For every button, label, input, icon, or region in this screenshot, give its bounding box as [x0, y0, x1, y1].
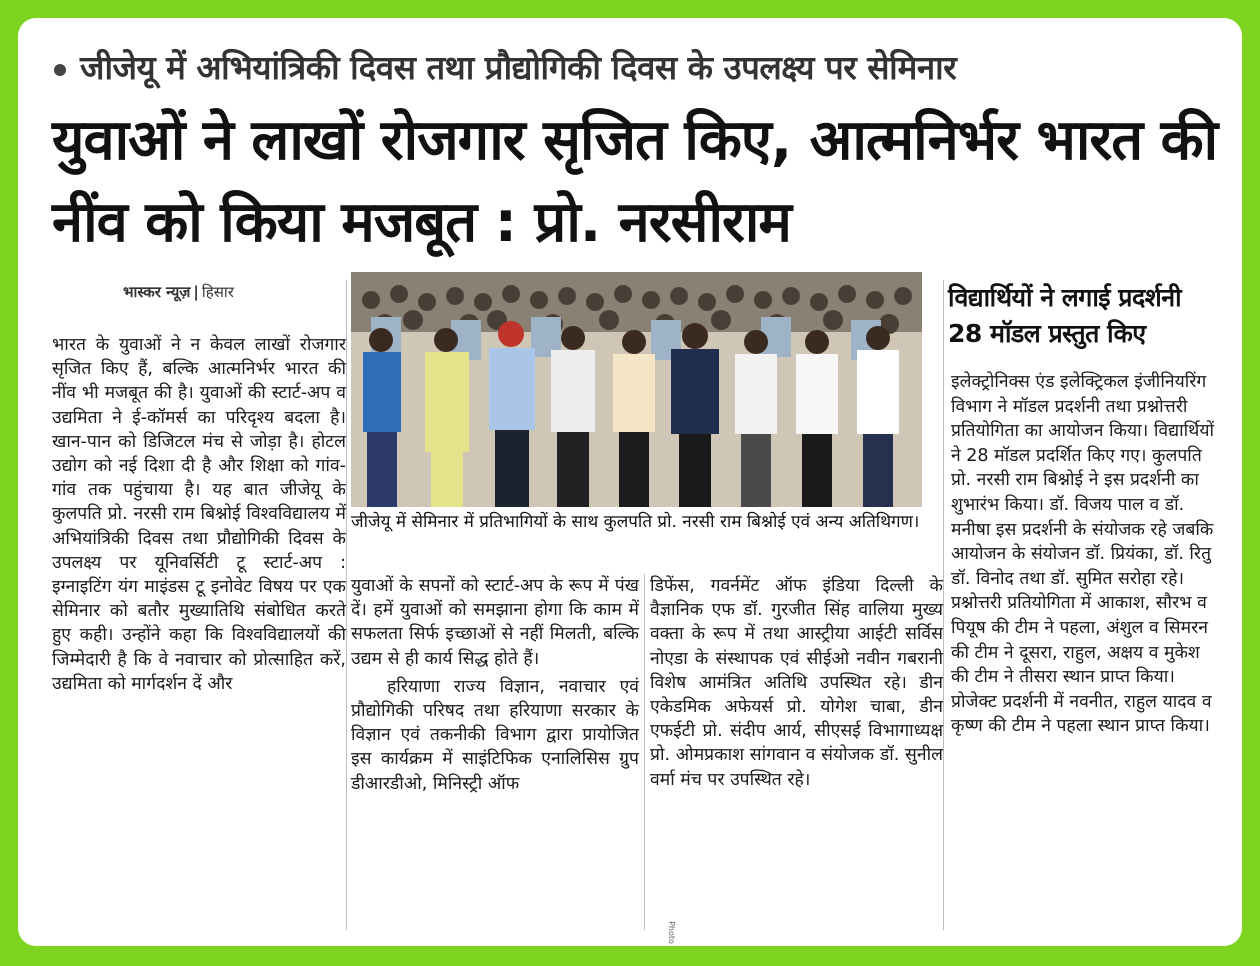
watermark: Photo	[666, 921, 676, 944]
column-2-paragraph-1: युवाओं के सपनों को स्टार्ट-अप के रूप में पंख दें। हमें युवाओं को समझाना होगा कि काम में सफलता सिर्फ इच्छाओं से नहीं मिलती, बल्कि उद्यम से ही कार्य सिद्ध होते हैं।	[351, 576, 639, 669]
byline-city: हिसार	[201, 283, 234, 301]
byline-source: भास्कर न्यूज़	[123, 283, 191, 301]
newspaper-clipping	[18, 18, 1242, 946]
bullet-dot-icon	[54, 64, 66, 76]
sidebar-column: इलेक्ट्रोनिक्स एंड इलेक्ट्रिकल इंजीनियरिंग विभाग ने मॉडल प्रदर्शनी तथा प्रश्नोत्तरी प्रतियोगिता का आयोजन किया। विद्यार्थियों ने 28 मॉडल प्रदर्शित किए गए। कुलपति प्रो. नरसी राम बिश्नोई ने इस प्रदर्शनी का शुभारंभ किया। डॉ. विजय पाल व डॉ. मनीषा इस प्रदर्शनी के संयोजक रहे जबकि आयोजन के संयोजन डॉ. प्रियंका, डॉ. रितु डॉ. विनोद तथा डॉ. सुमित सरोहा रहे। प्रश्नोत्तरी प्रतियोगिता में आकाश, सौरभ व पियूष की टीम ने पहला, अंशुल व सिमरन की टीम ने दूसरा, राहुल, अक्षय व मुकेश की टीम ने तीसरा स्थान प्राप्त किया। प्रोजेक्ट प्रदर्शनी में नवनीत, राहुल यादव व कृष्ण की टीम ने पहला स्थान प्राप्त किया।	[951, 372, 1215, 737]
article-column-1: भारत के युवाओं ने न केवल लाखों रोजगार सृजित किए हैं, बल्कि आत्मनिर्भर भारत की नींव भी मजबूत की है। युवाओं की स्टार्ट-अप व उद्यमिता ने ई-कॉमर्स का परिदृश्य बदला है। खान-पान को डिजिटल मंच से जोड़ा है। होटल उद्योग को नई दिशा दी है और शिक्षा को गांव-गांव तक पहुंचाया है। यह बात जीजेयू के कुलपति प्रो. नरसी राम बिश्नोई विश्वविद्यालय में अभियांत्रिकी दिवस तथा प्रौद्योगिकी दिवस के उपलक्ष्य पर यूनिवर्सिटी टू स्टार्ट-अप : इग्नाइटिंग यंग माइंडस टू इनोवेट विषय पर एक सेमिनार को बतौर मुख्यातिथि संबोधित करते हुए कही। उन्होंने कहा कि विश्वविद्यालयों की जिम्मेदारी है कि वे नवाचार को प्रोत्साहित करें, उद्यमिता को मार्गदर्शन दें और	[52, 335, 346, 694]
column-divider	[943, 280, 944, 930]
article-headline: युवाओं ने लाखों रोजगार सृजित किए, आत्मनिर्भर भारत की नींव को किया मजबूत : प्रो. नरसीराम	[52, 108, 1218, 255]
group-photo-image	[351, 272, 922, 507]
column-2-paragraph-2: हरियाणा राज्य विज्ञान, नवाचार एवं प्रौद्योगिकी परिषद तथा हरियाणा सरकार के विज्ञान एवं तकनीकी विभाग द्वारा प्रायोजित इस कार्यक्रम में साइंटिफिक एनालिसिस ग्रुप डीआरडीओ, मिनिस्ट्री ऑफ	[351, 676, 639, 794]
photo-caption: जीजेयू में सेमिनार में प्रतिभागियों के साथ कुलपति प्रो. नरसी राम बिश्नोई एवं अन्य अतिथिगण।	[351, 512, 920, 532]
article-column-3: डिफेंस, गवर्नमेंट ऑफ इंडिया दिल्ली के वैज्ञानिक एफ डॉ. गुरजीत सिंह वालिया मुख्य वक्ता के रूप में तथा आस्ट्रीया आईटी सर्विस नोएडा के संस्थापक एवं सीईओ नवीन गबरानी विशेष आमंत्रित अतिथि उपस्थित रहे। डीन एकेडमिक अफेयर्स प्रो. योगेश चाबा, डीन एफईटी प्रो. संदीप आर्य, सीएसई विभागाध्यक्ष प्रो. ओमप्रकाश सांगवान व संयोजक डॉ. सुनील वर्मा मंच पर उपस्थित रहे।	[650, 576, 943, 790]
column-divider	[644, 574, 645, 930]
sidebar-headline: विद्यार्थियों ने लगाई प्रदर्शनी 28 मॉडल प्रस्तुत किए	[948, 283, 1182, 348]
byline: भास्कर न्यूज़ | हिसार	[123, 283, 234, 301]
article-column-2	[351, 574, 639, 796]
kicker-text: जीजेयू में अभियांत्रिकी दिवस तथा प्रौद्योगिकी दिवस के उपलक्ष्य पर सेमिनार	[80, 48, 957, 87]
column-divider	[346, 280, 347, 930]
group-photo	[351, 272, 922, 507]
article-kicker	[54, 44, 956, 89]
